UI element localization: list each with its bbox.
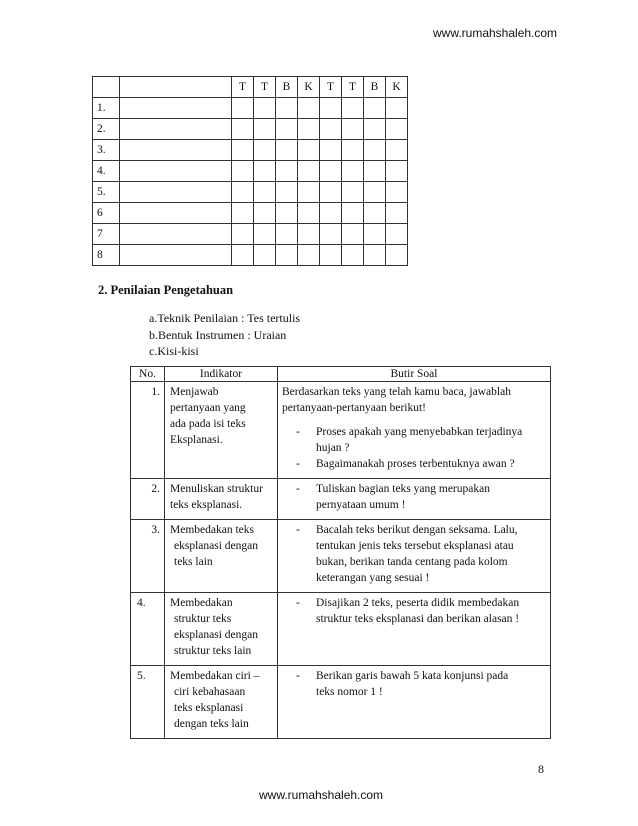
grid-score-cell — [254, 98, 276, 119]
kisi-row-number: 1. — [131, 382, 165, 479]
grid-name-cell — [120, 161, 232, 182]
grid-row-number: 2. — [93, 119, 120, 140]
grid-score-cell — [298, 98, 320, 119]
kisi-row — [131, 382, 551, 479]
grid-score-cell — [276, 98, 298, 119]
grid-score-cell — [276, 224, 298, 245]
question-item — [296, 668, 546, 700]
grid-row — [93, 245, 408, 266]
grid-name-cell — [120, 140, 232, 161]
question-line: tentukan jenis teks tersebut eksplanasi atau — [316, 540, 514, 552]
grid-score-cell — [386, 203, 408, 224]
grid-score-cell — [254, 119, 276, 140]
grid-header-cell: T — [320, 77, 342, 98]
header-no: No. — [131, 367, 165, 382]
grid-score-cell — [298, 224, 320, 245]
grid-score-cell — [342, 98, 364, 119]
kisi-header-row — [131, 367, 551, 382]
grid-name-cell — [120, 203, 232, 224]
grid-score-cell — [232, 203, 254, 224]
dash-marker: - — [296, 670, 300, 682]
question-item — [296, 456, 546, 472]
indikator-line: teks eksplanasi. — [170, 499, 243, 511]
question-line: Tuliskan bagian teks yang merupakan — [316, 483, 490, 495]
question-intro-line: pertanyaan-pertanyaan berikut! — [282, 402, 426, 414]
question-text — [316, 456, 546, 472]
butir-soal-cell — [278, 479, 551, 520]
butir-soal-cell — [278, 593, 551, 666]
grid-score-cell — [364, 98, 386, 119]
grid-score-cell — [232, 98, 254, 119]
indikator-line: ada pada isi teks — [170, 418, 246, 430]
indikator-line: struktur teks lain — [174, 645, 252, 657]
grid-score-cell — [342, 119, 364, 140]
grid-score-cell — [364, 119, 386, 140]
kisi-row-number: 3. — [131, 520, 165, 593]
grid-score-cell — [232, 161, 254, 182]
grid-score-cell — [232, 119, 254, 140]
grid-score-cell — [276, 245, 298, 266]
grid-score-cell — [364, 245, 386, 266]
question-item — [296, 481, 546, 513]
grid-score-cell — [232, 245, 254, 266]
grid-score-cell — [276, 140, 298, 161]
grid-score-cell — [342, 224, 364, 245]
kisi-row-number: 4. — [131, 593, 165, 666]
grid-score-cell — [342, 245, 364, 266]
grid-score-cell — [320, 119, 342, 140]
indikator-line: eksplanasi dengan — [174, 540, 258, 552]
kisi-kisi-table — [130, 366, 551, 739]
grid-score-cell — [386, 119, 408, 140]
question-line: Berikan garis bawah 5 kata konjunsi pada — [316, 670, 509, 682]
grid-score-cell — [232, 224, 254, 245]
dash-marker: - — [296, 524, 300, 536]
indikator-cell — [165, 382, 278, 479]
question-line: hujan ? — [316, 442, 350, 454]
question-item — [296, 595, 546, 627]
grid-score-cell — [298, 245, 320, 266]
kisi-row — [131, 520, 551, 593]
page-number: 8 — [538, 762, 544, 776]
dash-marker: - — [296, 458, 300, 470]
kisi-row-number: 2. — [131, 479, 165, 520]
grid-score-cell — [364, 140, 386, 161]
indikator-line: pertanyaan yang — [170, 402, 246, 414]
grid-row — [93, 224, 408, 245]
grid-row-number: 4. — [93, 161, 120, 182]
grid-score-cell — [342, 161, 364, 182]
grid-score-cell — [254, 140, 276, 161]
grid-score-cell — [342, 182, 364, 203]
indikator-line: ciri kebahasaan — [174, 686, 246, 698]
grid-score-cell — [232, 182, 254, 203]
question-intro — [282, 384, 546, 416]
kisi-row — [131, 479, 551, 520]
indikator-line: Membedakan — [170, 597, 233, 609]
grid-score-cell — [320, 140, 342, 161]
grid-score-cell — [364, 203, 386, 224]
kisi-row-number: 5. — [131, 666, 165, 739]
indikator-cell — [165, 666, 278, 739]
grid-score-cell — [320, 182, 342, 203]
grid-name-cell — [120, 119, 232, 140]
grid-header-cell — [120, 77, 232, 98]
question-line: Bacalah teks berikut dengan seksama. Lalu, — [316, 524, 518, 536]
grid-row — [93, 182, 408, 203]
indikator-line: Menuliskan struktur — [170, 483, 263, 495]
kisi-row — [131, 593, 551, 666]
grid-score-cell — [298, 161, 320, 182]
dash-marker: - — [296, 597, 300, 609]
indikator-line: Eksplanasi. — [170, 434, 223, 446]
grid-row-number: 5. — [93, 182, 120, 203]
grid-score-cell — [342, 203, 364, 224]
grid-row-number: 7 — [93, 224, 120, 245]
grid-score-cell — [364, 161, 386, 182]
header-indikator: Indikator — [165, 367, 278, 382]
question-line: keterangan yang sesuai ! — [316, 572, 430, 584]
grid-score-cell — [276, 119, 298, 140]
butir-soal-cell — [278, 382, 551, 479]
grid-score-cell — [276, 203, 298, 224]
grid-score-cell — [254, 182, 276, 203]
butir-soal-cell — [278, 666, 551, 739]
instrument-item: b.Bentuk Instrumen : Uraian — [149, 327, 287, 342]
indikator-cell — [165, 520, 278, 593]
grid-score-cell — [386, 140, 408, 161]
grid-row-number: 6 — [93, 203, 120, 224]
grid-score-cell — [320, 161, 342, 182]
question-text — [316, 522, 546, 586]
dash-marker: - — [296, 426, 300, 438]
question-line: Disajikan 2 teks, peserta didik membedakan — [316, 597, 520, 609]
grid-score-cell — [254, 161, 276, 182]
header-url: www.rumahshaleh.com — [433, 26, 558, 40]
kisi-item: c.Kisi-kisi — [149, 344, 199, 358]
grid-header-cell: T — [342, 77, 364, 98]
grid-name-cell — [120, 245, 232, 266]
grid-score-cell — [298, 203, 320, 224]
indikator-cell — [165, 593, 278, 666]
grid-score-cell — [364, 224, 386, 245]
question-item — [296, 424, 546, 456]
grid-name-cell — [120, 98, 232, 119]
grid-header-cell: T — [254, 77, 276, 98]
grid-score-cell — [320, 245, 342, 266]
indikator-line: dengan teks lain — [174, 718, 249, 730]
kisi-row — [131, 666, 551, 739]
grid-score-cell — [364, 182, 386, 203]
question-item — [296, 522, 546, 586]
grid-score-cell — [298, 119, 320, 140]
assessment-grid — [92, 76, 408, 266]
grid-row — [93, 98, 408, 119]
question-line: bukan, berikan tanda centang pada kolom — [316, 556, 508, 568]
grid-score-cell — [276, 182, 298, 203]
butir-soal-cell — [278, 520, 551, 593]
grid-score-cell — [386, 245, 408, 266]
assessment-info-list — [149, 310, 300, 360]
indikator-line: Membedakan ciri – — [170, 670, 260, 682]
question-line: pernyataan umum ! — [316, 499, 406, 511]
question-intro-line: Berdasarkan teks yang telah kamu baca, jawablah — [282, 386, 511, 398]
question-line: Proses apakah yang menyebabkan terjadinya — [316, 426, 523, 438]
grid-row-number: 8 — [93, 245, 120, 266]
grid-score-cell — [298, 140, 320, 161]
indikator-cell — [165, 479, 278, 520]
grid-row — [93, 140, 408, 161]
grid-score-cell — [386, 182, 408, 203]
question-text — [316, 481, 546, 513]
indikator-line: Membedakan teks — [170, 524, 254, 536]
dash-marker: - — [296, 483, 300, 495]
header-butir-soal: Butir Soal — [278, 367, 551, 382]
question-text — [316, 668, 546, 700]
grid-score-cell — [254, 245, 276, 266]
grid-header-cell: B — [364, 77, 386, 98]
grid-score-cell — [386, 224, 408, 245]
grid-header-cell: B — [276, 77, 298, 98]
question-line: Bagaimanakah proses terbentuknya awan ? — [316, 458, 515, 470]
grid-name-cell — [120, 224, 232, 245]
grid-header-row — [93, 77, 408, 98]
grid-row — [93, 203, 408, 224]
question-text — [316, 424, 546, 456]
question-line: teks nomor 1 ! — [316, 686, 383, 698]
grid-row-number: 1. — [93, 98, 120, 119]
indikator-line: Menjawab — [170, 386, 219, 398]
grid-header-cell — [93, 77, 120, 98]
grid-score-cell — [254, 203, 276, 224]
technique-item: a.Teknik Penilaian : Tes tertulis — [149, 311, 301, 325]
grid-score-cell — [276, 161, 298, 182]
grid-row — [93, 119, 408, 140]
grid-header-cell: K — [298, 77, 320, 98]
grid-score-cell — [386, 161, 408, 182]
grid-score-cell — [254, 224, 276, 245]
indikator-line: struktur teks — [174, 613, 232, 625]
grid-score-cell — [298, 182, 320, 203]
grid-header-cell: K — [386, 77, 408, 98]
grid-score-cell — [232, 140, 254, 161]
grid-score-cell — [386, 98, 408, 119]
grid-score-cell — [320, 203, 342, 224]
indikator-line: eksplanasi dengan — [174, 629, 258, 641]
grid-header-cell: T — [232, 77, 254, 98]
indikator-line: teks eksplanasi — [174, 702, 244, 714]
grid-score-cell — [342, 140, 364, 161]
section-title: 2. Penilaian Pengetahuan — [98, 283, 234, 297]
question-text — [316, 595, 546, 627]
question-line: struktur teks eksplanasi dan berikan alasan ! — [316, 613, 520, 625]
indikator-line: teks lain — [174, 556, 213, 568]
grid-name-cell — [120, 182, 232, 203]
grid-score-cell — [320, 98, 342, 119]
grid-score-cell — [320, 224, 342, 245]
grid-row — [93, 161, 408, 182]
grid-row-number: 3. — [93, 140, 120, 161]
footer-url: www.rumahshaleh.com — [259, 788, 384, 802]
